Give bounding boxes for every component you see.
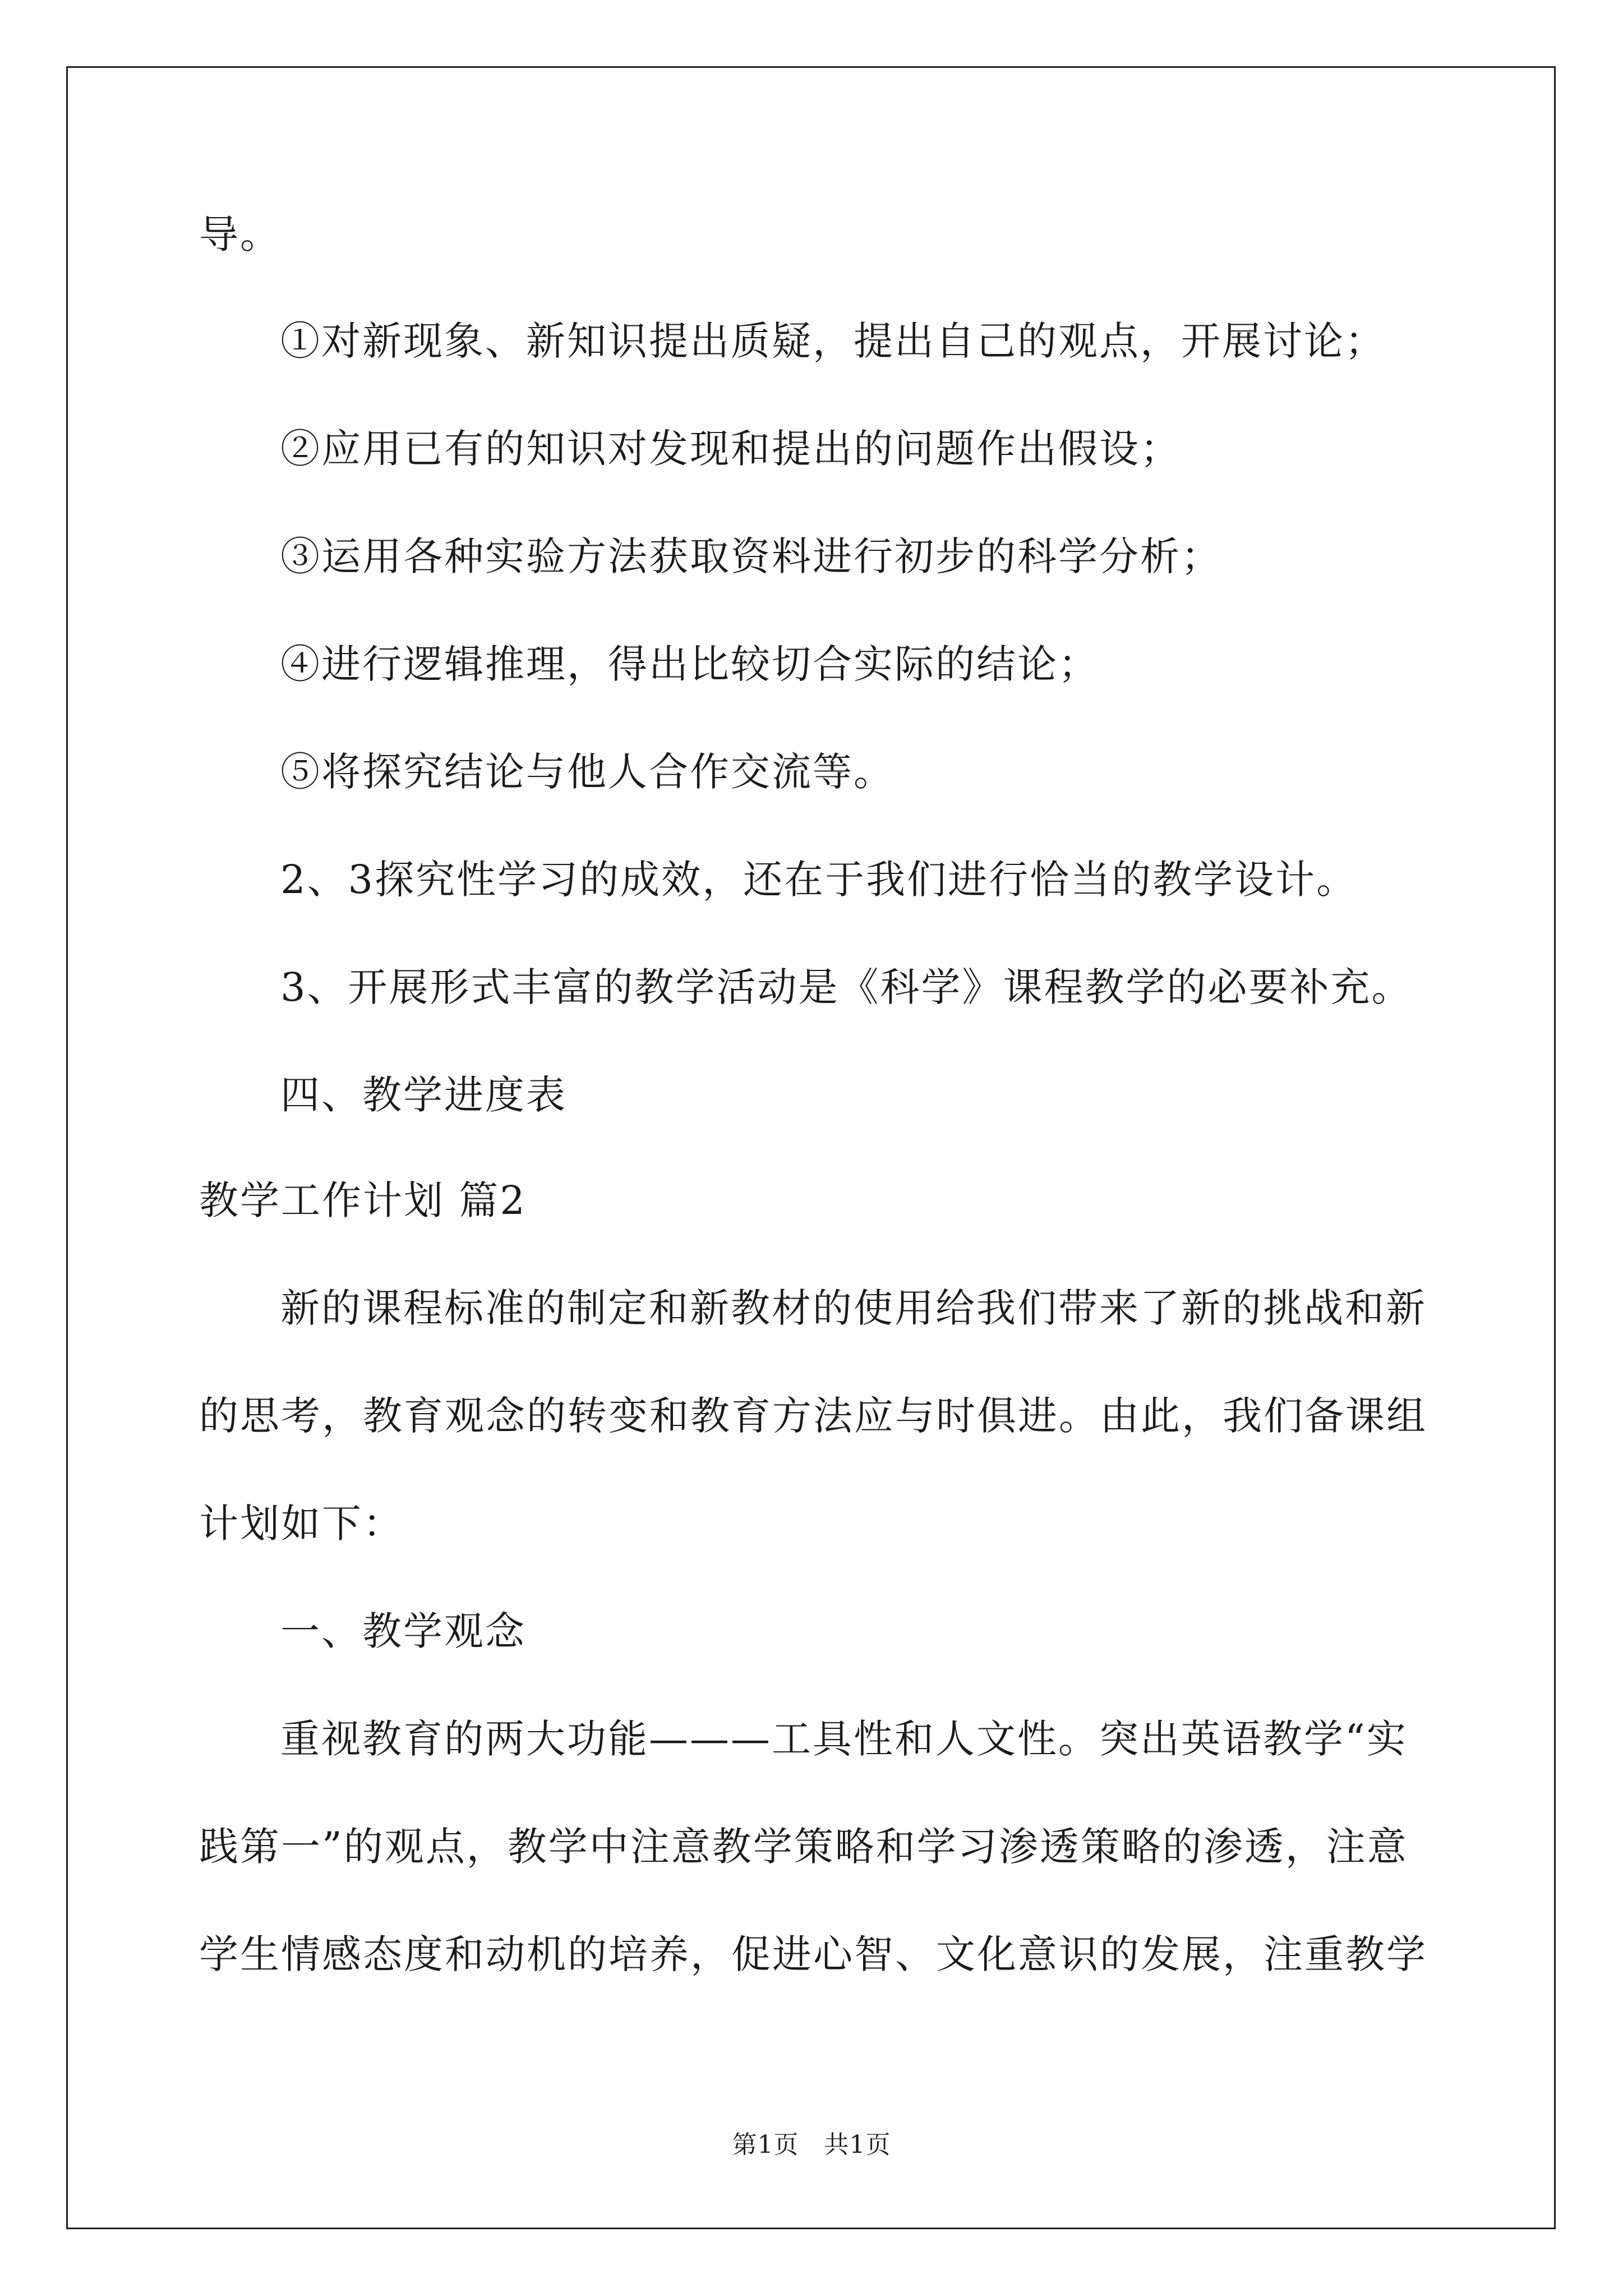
text-line: 的思考，教育观念的转变和教育方法应与时俱进。由此，我们备课组: [199, 1393, 1427, 1439]
text-line: 3、开展形式丰富的教学活动是《科学》课程教学的必要补充。: [280, 964, 1413, 1010]
text-line: 重视教育的两大功能———工具性和人文性。突出英语教学“实: [280, 1716, 1408, 1762]
text-line: ①对新现象、新知识提出质疑，提出自己的观点，开展讨论；: [280, 318, 1386, 364]
text-line: 践第一”的观点，教学中注意教学策略和学习渗透策略的渗透，注意: [199, 1824, 1408, 1870]
page-border: [66, 66, 1556, 2229]
text-line: 新的课程标准的制定和新教材的使用给我们带来了新的挑战和新: [280, 1285, 1427, 1331]
page-footer: 第1页 共1页: [732, 2131, 891, 2159]
text-line: ⑤将探究结论与他人合作交流等。: [280, 749, 895, 795]
text-line: ②应用已有的知识对发现和提出的问题作出假设；: [280, 426, 1181, 472]
text-line: 计划如下：: [199, 1501, 404, 1547]
text-line: 2、3探究性学习的成效，还在于我们进行恰当的教学设计。: [280, 857, 1358, 903]
section-heading: 一、教学观念: [280, 1608, 526, 1654]
text-line: 导。: [199, 211, 281, 257]
section-heading: 四、教学进度表: [280, 1072, 567, 1118]
text-line: ③运用各种实验方法获取资料进行初步的科学分析；: [280, 533, 1222, 579]
text-line: 学生情感态度和动机的培养，促进心智、文化意识的发展，注重教学: [199, 1931, 1427, 1977]
article-title: 教学工作计划 篇2: [199, 1177, 527, 1223]
text-line: ④进行逻辑推理，得出比较切合实际的结论；: [280, 641, 1099, 687]
